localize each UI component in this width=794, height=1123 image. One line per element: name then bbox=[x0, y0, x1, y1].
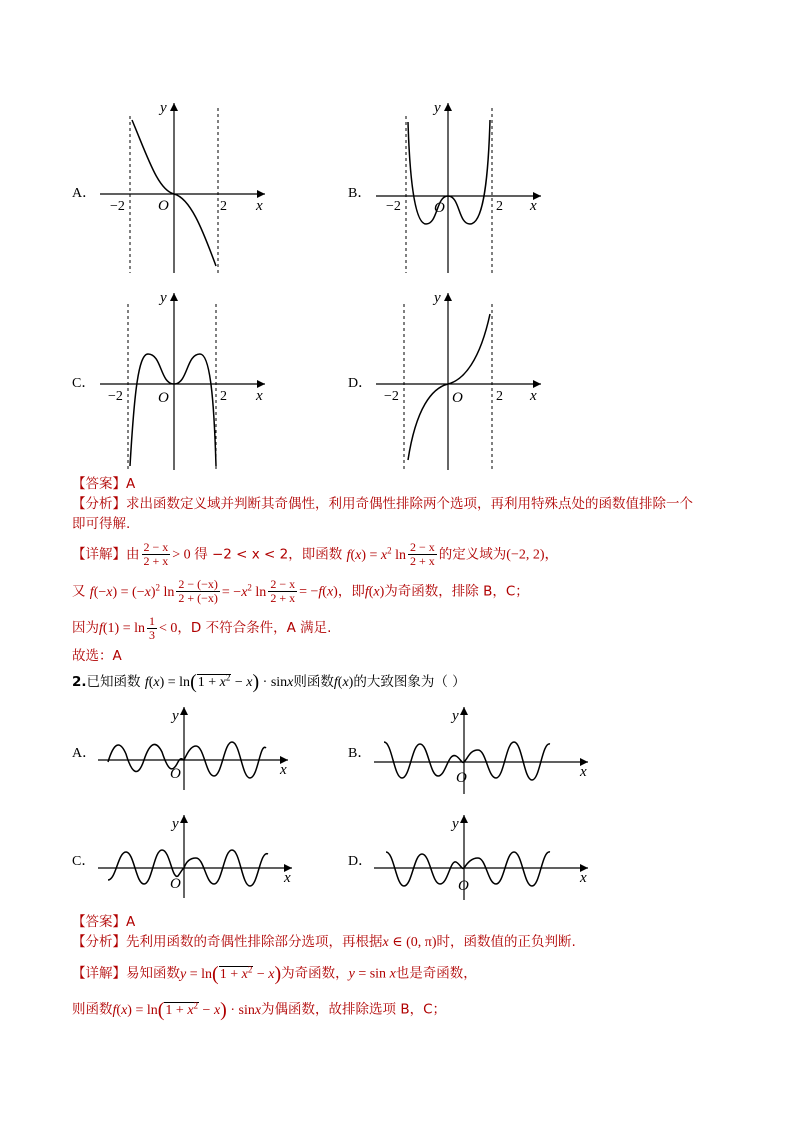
q1-graph-b bbox=[336, 98, 566, 278]
detail-text: 又 bbox=[72, 583, 86, 600]
title-text: 则函数 bbox=[293, 674, 334, 690]
detail-tag: 【详解】 bbox=[72, 965, 126, 982]
pos-tick-label: 2 bbox=[496, 199, 503, 214]
q2-analysis-line: 【分析】先利用函数的奇偶性排除部分选项，再根据x ∈ (0, π)时，函数值的正负判断. bbox=[72, 934, 576, 950]
q2-option-a-label: A． bbox=[72, 746, 97, 761]
q2-option-b-label: B． bbox=[348, 746, 372, 761]
detail-text: 因为 bbox=[72, 620, 99, 636]
detail-text: ，即 bbox=[337, 583, 365, 600]
detail-text: 为奇函数，排除 B，C； bbox=[384, 583, 529, 600]
detail-text: ，D 不符合条件，A 满足. bbox=[177, 620, 332, 636]
detail-tag: 【详解】 bbox=[72, 546, 126, 563]
q2-graph-b-plot bbox=[336, 702, 596, 792]
neg-tick-label: −2 bbox=[110, 199, 125, 214]
origin-label: O bbox=[452, 390, 463, 406]
answer-value: A bbox=[126, 914, 136, 930]
y-axis-label: y bbox=[172, 816, 179, 832]
y-axis-label: y bbox=[160, 290, 167, 306]
question-number: 2. bbox=[72, 674, 87, 690]
answer-tag: 【答案】 bbox=[72, 914, 126, 930]
q1-option-a-label: A． bbox=[72, 186, 97, 201]
analysis-tag: 【分析】 bbox=[72, 934, 126, 950]
y-axis-label: y bbox=[434, 100, 441, 116]
origin-label: O bbox=[170, 766, 181, 782]
analysis-tag: 【分析】 bbox=[72, 496, 126, 512]
pos-tick-label: 2 bbox=[220, 199, 227, 214]
y-axis-label: y bbox=[452, 708, 459, 724]
q1-option-c-label: C． bbox=[72, 376, 96, 391]
q2-graph-a bbox=[60, 702, 300, 792]
y-axis-label: y bbox=[160, 100, 167, 116]
q1-detail-line-3: 因为f(1) = ln $\frac{1}{3}$ < 0，D 不符合条件，A 满足. bbox=[72, 613, 332, 642]
origin-label: O bbox=[170, 876, 181, 892]
x-axis-label: x bbox=[580, 870, 587, 886]
detail-text: 也是奇函数， bbox=[395, 965, 477, 982]
q2-graph-d-plot bbox=[336, 810, 596, 900]
origin-label: O bbox=[158, 390, 169, 406]
q1-analysis-line bbox=[72, 494, 693, 514]
q2-graph-c bbox=[60, 810, 300, 900]
x-axis-label: x bbox=[580, 764, 587, 780]
q1-graph-d bbox=[336, 288, 566, 478]
x-axis-label: x bbox=[530, 388, 537, 404]
answer-tag: 【答案】 bbox=[72, 476, 126, 492]
title-text: 的大致图象为（ ） bbox=[353, 674, 466, 690]
q2-detail-line-1: 【详解】易知函数$y = \ln(1 + x^2 - x)$为奇函数，y = sin x也是奇函数， bbox=[72, 962, 477, 985]
analysis-text: 时，函数值的正负判断. bbox=[436, 934, 576, 950]
x-axis-label: x bbox=[256, 198, 263, 214]
detail-text: 得 −2 < x < 2，即函数 bbox=[194, 546, 343, 563]
title-text: 已知函数 bbox=[86, 674, 141, 690]
q1-graph-c bbox=[60, 288, 290, 478]
neg-tick-label: −2 bbox=[384, 389, 399, 404]
q2-detail-line-2: 则函数$f(x) = \ln(1 + x^2 - x) \cdot \sin x$为偶函数，故排除选项 B，C； bbox=[72, 998, 447, 1021]
q1-conclusion: 故选：A bbox=[72, 648, 122, 664]
q2-title: 2.已知函数 $f(x) = \ln(1 + x^2 - x) \cdot \sin x$则函数f(x)的大致图象为（ ） bbox=[72, 671, 466, 693]
y-axis-label: y bbox=[452, 816, 459, 832]
origin-label: O bbox=[458, 878, 469, 894]
answer-value: A bbox=[126, 476, 136, 492]
origin-label: O bbox=[434, 200, 445, 216]
pos-tick-label: 2 bbox=[496, 389, 503, 404]
pos-tick-label: 2 bbox=[220, 389, 227, 404]
q1-detail-line-2: 又 $f(-x) = (-x)^2$ ln $\frac{2 - (-x)}{2 + (-x)}$ = $-x^2$ ln $\frac{2 - x}{2 + x}$ = −f(x)，即f(x)为奇函数，排除 B，C； bbox=[72, 577, 529, 606]
origin-label: O bbox=[158, 198, 169, 214]
neg-tick-label: −2 bbox=[386, 199, 401, 214]
q1-option-b-label: B． bbox=[348, 186, 372, 201]
q2-graph-d bbox=[336, 810, 596, 900]
q2-answer-line bbox=[72, 912, 135, 932]
fraction: $\frac{2 - x}{2 + x}$ bbox=[143, 540, 169, 569]
analysis-text: 先利用函数的奇偶性排除部分选项，再根据 bbox=[126, 934, 383, 950]
detail-text: 由 bbox=[126, 546, 140, 563]
detail-text: 为奇函数， bbox=[281, 965, 349, 982]
detail-text: 的定义域为 bbox=[438, 546, 507, 563]
analysis-text: 求出函数定义域并判断其奇偶性，利用奇偶性排除两个选项，再利用特殊点处的函数值排除一个 bbox=[126, 496, 693, 512]
x-axis-label: x bbox=[280, 762, 287, 778]
neg-tick-label: −2 bbox=[108, 389, 123, 404]
x-axis-label: x bbox=[530, 198, 537, 214]
q2-graph-b bbox=[336, 702, 596, 792]
y-axis-label: y bbox=[172, 708, 179, 724]
q1-option-d-label: D． bbox=[348, 376, 373, 391]
detail-text: 为偶函数，故排除选项 B，C； bbox=[261, 1001, 447, 1018]
q1-graph-a bbox=[60, 98, 290, 278]
q2-graph-c-plot bbox=[60, 810, 300, 900]
q1-detail-line-1: 【详解】由 $\frac{2 - x}{2 + x}$ > 0 得 −2 < x < 2，即函数 $f(x) = x^2$ ln $\frac{2 - x}{2 + x}$ 的定义域为(−2, 2)， bbox=[72, 540, 559, 569]
x-axis-label: x bbox=[256, 388, 263, 404]
q1-analysis-line-2: 即可得解. bbox=[72, 516, 131, 532]
q1-answer-line bbox=[72, 474, 135, 494]
y-axis-label: y bbox=[434, 290, 441, 306]
x-axis-label: x bbox=[284, 870, 291, 886]
domain-value: (−2, 2)， bbox=[506, 547, 559, 563]
origin-label: O bbox=[456, 770, 467, 786]
detail-text: 则函数 bbox=[72, 1001, 113, 1018]
q2-option-c-label: C． bbox=[72, 854, 96, 869]
q2-option-d-label: D． bbox=[348, 854, 373, 869]
detail-text: 易知函数 bbox=[126, 965, 180, 982]
